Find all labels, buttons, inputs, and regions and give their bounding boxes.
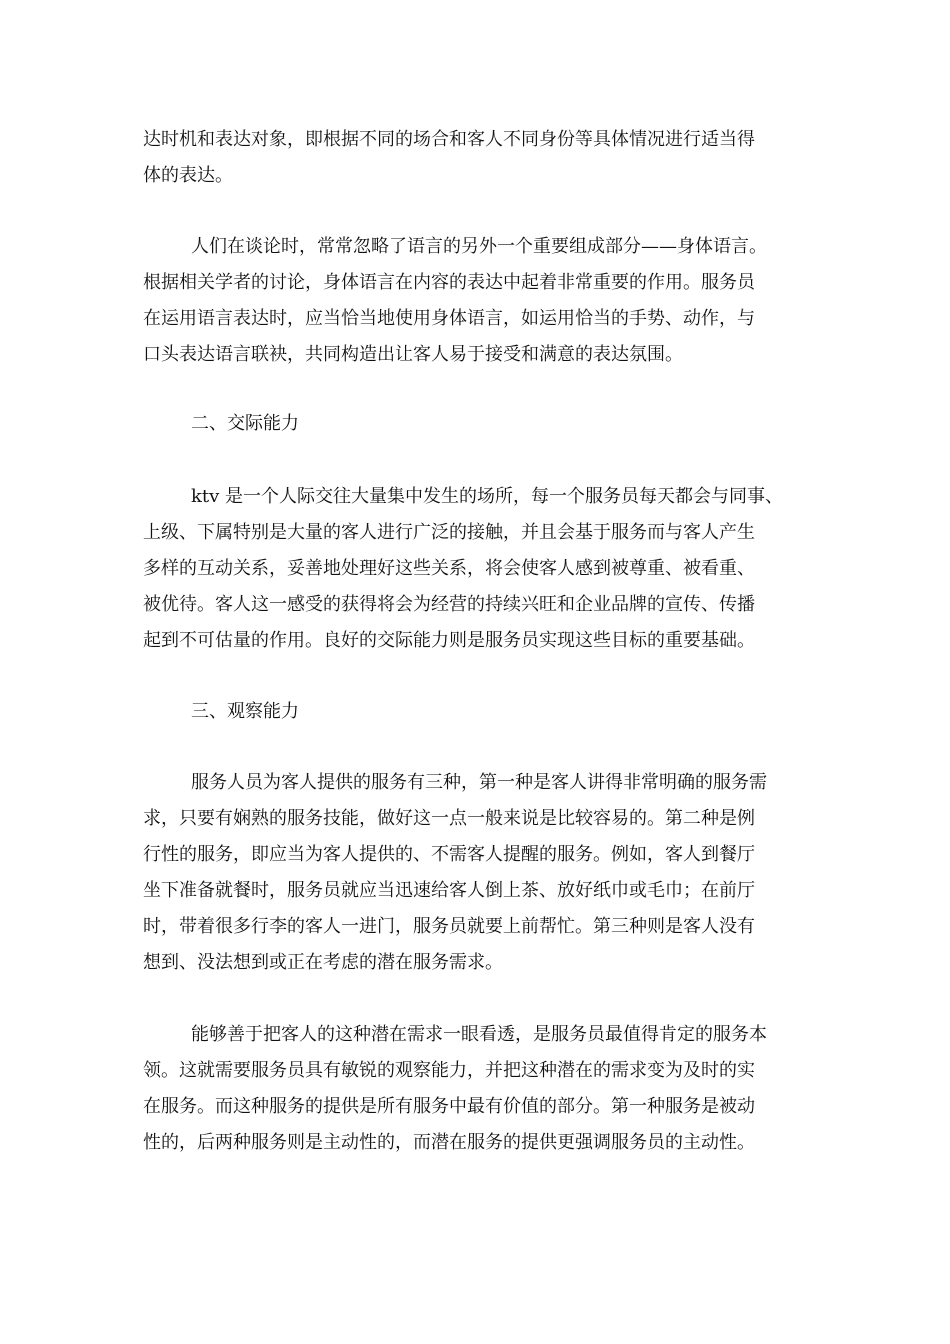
text-line: 体的表达。 [143, 165, 233, 186]
paragraph-latent-needs [143, 1017, 813, 1161]
heading-text: 二、交际能力 [191, 413, 299, 434]
text-line: 想到、没法想到或正在考虑的潜在服务需求。 [143, 952, 503, 973]
text-line: 在服务。而这种服务的提供是所有服务中最有价值的部分。第一种服务是被动 [143, 1096, 755, 1117]
text-line: 口头表达语言联袂，共同构造出让客人易于接受和满意的表达氛围。 [143, 344, 683, 365]
section-heading-social-skills [143, 406, 813, 442]
text-line: 坐下准备就餐时，服务员就应当迅速给客人倒上茶、放好纸巾或毛巾；在前厅 [143, 880, 755, 901]
text-line: 达时机和表达对象，即根据不同的场合和客人不同身份等具体情况进行适当得 [143, 129, 755, 150]
text-line: 多样的互动关系，妥善地处理好这些关系，将会使客人感到被尊重、被看重、 [143, 558, 755, 579]
text-line: 求，只要有娴熟的服务技能，做好这一点一般来说是比较容易的。第二种是例 [143, 808, 755, 829]
text-line: 在运用语言表达时，应当恰当地使用身体语言，如运用恰当的手势、动作，与 [143, 308, 755, 329]
text-line: 领。这就需要服务员具有敏锐的观察能力，并把这种潜在的需求变为及时的实 [143, 1060, 755, 1081]
paragraph-continuation [143, 122, 813, 194]
text-line: 性的，后两种服务则是主动性的，而潜在服务的提供更强调服务员的主动性。 [143, 1132, 755, 1153]
text-line: 能够善于把客人的这种潜在需求一眼看透，是服务员最值得肯定的服务本 [191, 1024, 767, 1045]
text-line: ktv 是一个人际交往大量集中发生的场所，每一个服务员每天都会与同事、 [191, 486, 784, 507]
text-line: 上级、下属特别是大量的客人进行广泛的接触，并且会基于服务而与客人产生 [143, 522, 755, 543]
text-line: 被优待。客人这一感受的获得将会为经营的持续兴旺和企业品牌的宣传、传播 [143, 594, 755, 615]
text-line: 行性的服务，即应当为客人提供的、不需客人提醒的服务。例如，客人到餐厅 [143, 844, 755, 865]
paragraph-service-types [143, 765, 813, 981]
text-line: 根据相关学者的讨论，身体语言在内容的表达中起着非常重要的作用。服务员 [143, 272, 755, 293]
paragraph-body-language [143, 229, 813, 373]
text-line: 起到不可估量的作用。良好的交际能力则是服务员实现这些目标的重要基础。 [143, 630, 755, 651]
paragraph-social-skills [143, 479, 813, 659]
heading-text: 三、观察能力 [191, 701, 299, 722]
text-line: 人们在谈论时，常常忽略了语言的另外一个重要组成部分——身体语言。 [191, 236, 767, 257]
text-line: 时，带着很多行李的客人一进门，服务员就要上前帮忙。第三种则是客人没有 [143, 916, 755, 937]
section-heading-observation-skills [143, 694, 813, 730]
text-line: 服务人员为客人提供的服务有三种，第一种是客人讲得非常明确的服务需 [191, 772, 767, 793]
